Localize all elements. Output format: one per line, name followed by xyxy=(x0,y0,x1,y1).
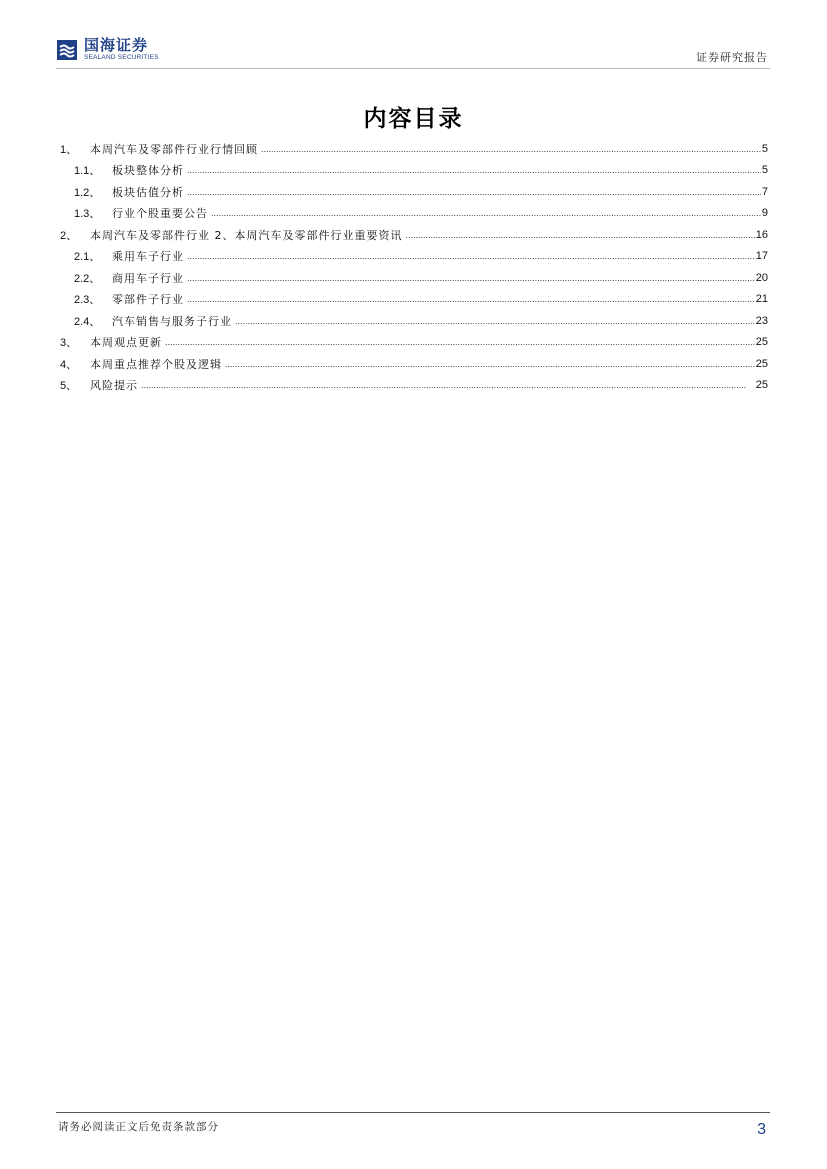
toc-entry[interactable] xyxy=(60,203,768,225)
toc-entry[interactable] xyxy=(60,246,768,268)
toc-entry-number: 1.1、 xyxy=(74,165,101,178)
toc-entry-page: 25 xyxy=(755,379,768,392)
toc-entry-page: 23 xyxy=(755,314,768,327)
toc-entry-page: 9 xyxy=(761,207,768,220)
toc-entry-number: 2、 xyxy=(60,229,78,242)
toc-entry-number: 3、 xyxy=(60,337,78,350)
toc-entry[interactable] xyxy=(60,181,768,203)
toc-entry[interactable] xyxy=(60,224,768,246)
toc-leader-dots xyxy=(225,359,755,369)
toc-entry-number: 2.2、 xyxy=(74,272,101,285)
toc-entry[interactable] xyxy=(60,267,768,289)
toc-entry-label: 本周汽车及零部件行业行情回顾 xyxy=(90,142,258,156)
toc-entry[interactable] xyxy=(60,310,768,332)
page-header xyxy=(56,36,770,69)
toc-entry-number: 5、 xyxy=(60,380,78,393)
toc-entry-page: 20 xyxy=(755,271,768,284)
toc-entry-label: 汽车销售与服务子行业 xyxy=(112,314,232,328)
toc-leader-dots xyxy=(406,230,755,240)
toc-entry-label: 本周观点更新 xyxy=(90,336,162,350)
toc-entry[interactable] xyxy=(60,160,768,182)
toc-entry[interactable] xyxy=(60,332,768,354)
toc-entry-label: 本周重点推荐个股及逻辑 xyxy=(90,357,222,371)
toc-entry[interactable] xyxy=(60,375,768,397)
company-logo xyxy=(56,36,159,64)
toc-leader-dots xyxy=(235,316,755,326)
toc-entry-page: 5 xyxy=(761,164,768,177)
logo-chinese-name: 国海证券 xyxy=(84,36,149,55)
toc-entry-page: 5 xyxy=(761,142,768,155)
toc-entry-label: 板块估值分析 xyxy=(112,185,184,199)
toc-entry-label: 本周汽车及零部件行业 2、本周汽车及零部件行业重要资讯 xyxy=(90,228,403,242)
toc-leader-dots xyxy=(187,273,755,283)
toc-entry-page: 25 xyxy=(755,357,768,370)
toc-entry-page: 7 xyxy=(761,185,768,198)
sealand-logo-icon xyxy=(56,39,78,61)
toc-leader-dots xyxy=(261,144,761,154)
toc-entry-number: 4、 xyxy=(60,358,78,371)
toc-entry-number: 1、 xyxy=(60,143,78,156)
toc-entry[interactable] xyxy=(60,289,768,311)
toc-entry-number: 2.4、 xyxy=(74,315,101,328)
toc-entry-page: 25 xyxy=(755,336,768,349)
table-of-contents xyxy=(60,138,768,396)
toc-entry-number: 1.3、 xyxy=(74,208,101,221)
toc-entry-page: 17 xyxy=(755,250,768,263)
report-type-label: 证券研究报告 xyxy=(696,51,768,64)
toc-entry-label: 行业个股重要公告 xyxy=(112,207,208,221)
toc-leader-dots xyxy=(165,337,755,347)
toc-entry-label: 乘用车子行业 xyxy=(112,250,184,264)
toc-entry-number: 2.1、 xyxy=(74,251,101,264)
toc-leader-dots xyxy=(211,208,761,218)
toc-entry-label: 风险提示 xyxy=(90,379,138,393)
toc-entry-page: 16 xyxy=(755,228,768,241)
toc-entry-label: 板块整体分析 xyxy=(112,164,184,178)
page-footer xyxy=(56,1112,770,1147)
disclaimer-note: 请务必阅读正文后免责条款部分 xyxy=(58,1121,219,1133)
page-number: 3 xyxy=(757,1121,766,1138)
toc-entry-label: 商用车子行业 xyxy=(112,271,184,285)
toc-entry-number: 2.3、 xyxy=(74,294,101,307)
toc-leader-dots xyxy=(141,380,755,390)
logo-english-name: SEALAND SECURITIES xyxy=(84,54,159,62)
toc-title: 内容目录 xyxy=(363,106,464,132)
toc-leader-dots xyxy=(187,187,761,197)
toc-leader-dots xyxy=(187,251,755,261)
toc-leader-dots xyxy=(187,294,755,304)
toc-leader-dots xyxy=(187,165,761,175)
toc-entry-page: 21 xyxy=(755,293,768,306)
toc-entry-number: 1.2、 xyxy=(74,186,101,199)
toc-entry[interactable] xyxy=(60,353,768,375)
toc-entry-label: 零部件子行业 xyxy=(112,293,184,307)
toc-entry[interactable] xyxy=(60,138,768,160)
